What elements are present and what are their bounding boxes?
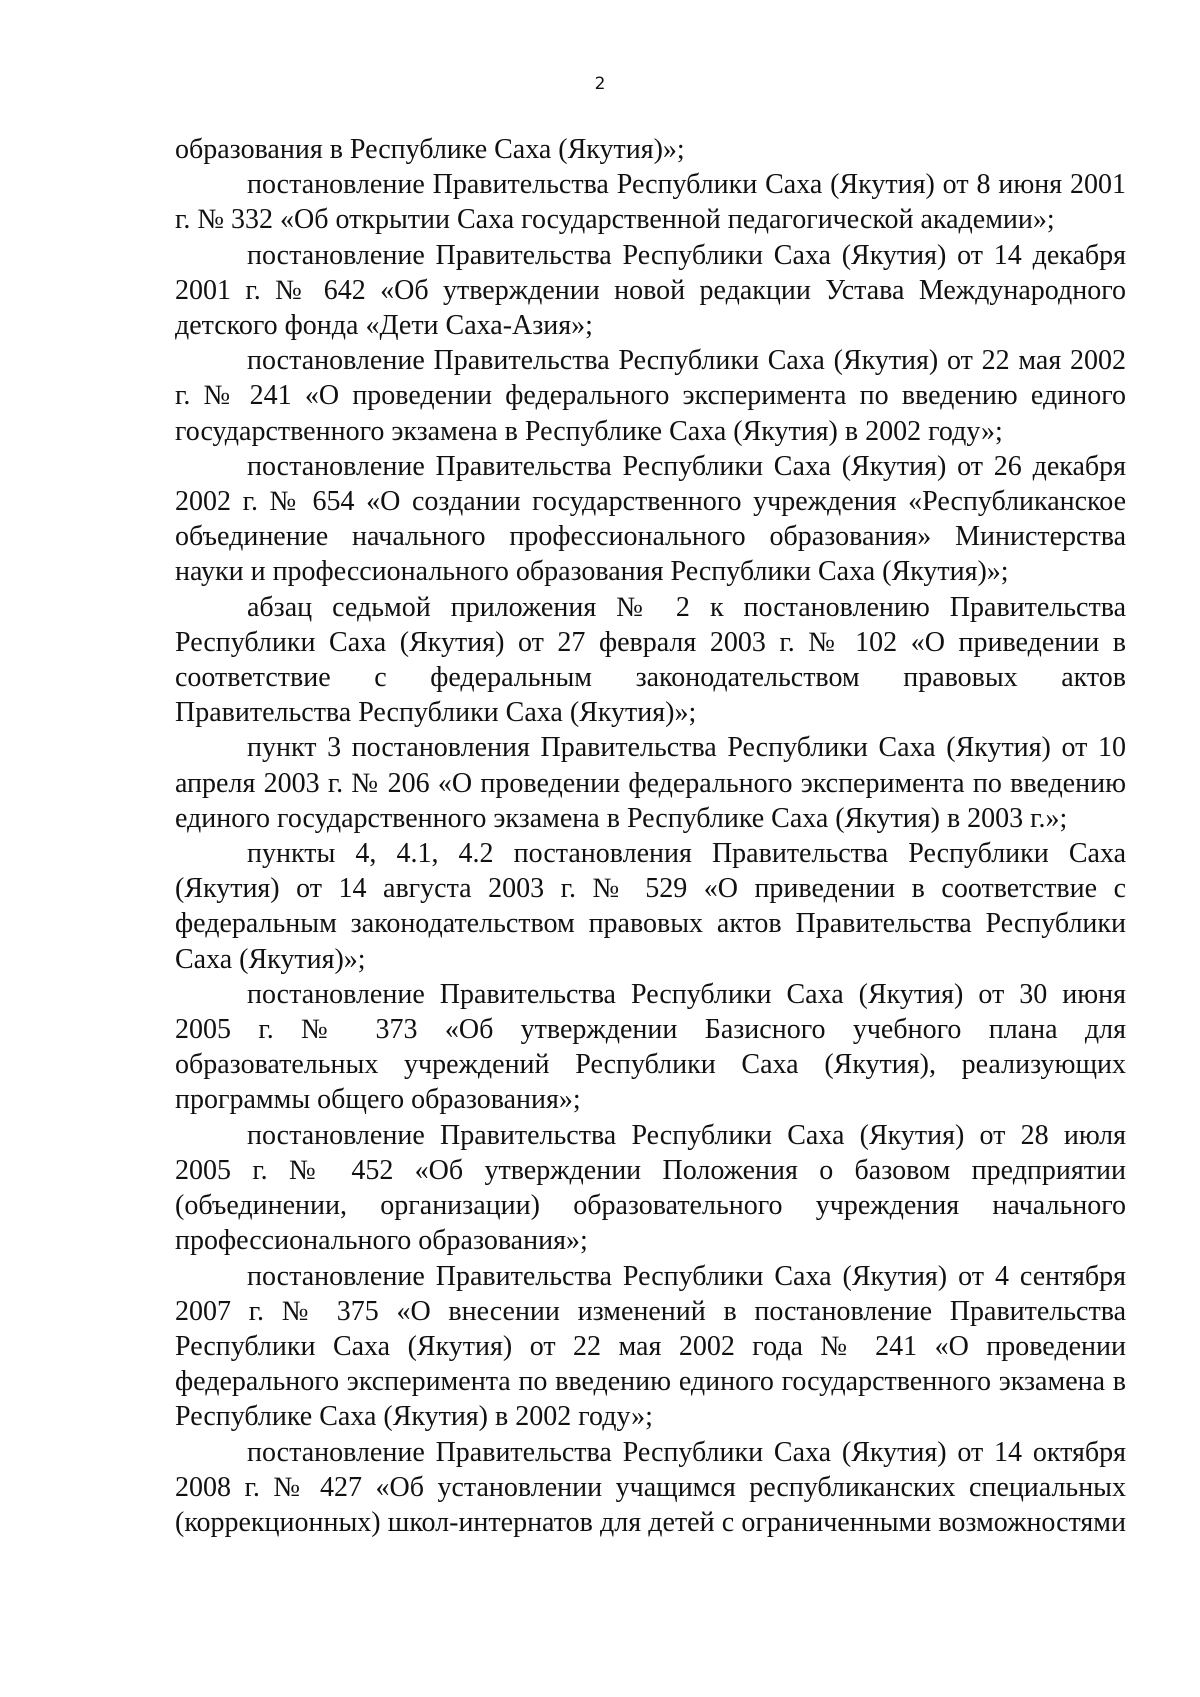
page-number: 2 <box>594 74 606 94</box>
paragraph-items-2003-529: пункты 4, 4.1, 4.2 постановления Правительства Республики Саха (Якутия) от 14 августа 2003 г. № 529 «О приведении в соответствие с федеральным законодательством правовых актов Правительства Республики Саха (Якутия)»; <box>175 838 1126 975</box>
paragraph-resolution-2005-373: постановление Правительства Республики Саха (Якутия) от 30 июня 2005 г. № 373 «Об утверждении Базисного учебного плана для образовательных учреждений Республики Саха (Якутия), реализующих программы общего образования»; <box>175 978 1126 1116</box>
paragraph-resolution-2001-332: постановление Правительства Республики Саха (Якутия) от 8 июня 2001 г. № 332 «Об открытии Саха государственной педагогической академии»; <box>175 169 1126 236</box>
paragraph-resolution-2005-452: постановление Правительства Республики Саха (Якутия) от 28 июля 2005 г. № 452 «Об утверждении Положения о базовом предприятии (объединении, организации) образовательного учреждения начального профессионального образования»; <box>175 1119 1126 1257</box>
document-body <box>175 132 1126 1540</box>
paragraph-resolution-2001-642: постановление Правительства Республики Саха (Якутия) от 14 декабря 2001 г. № 642 «Об утверждении новой редакции Устава Международного детского фонда «Дети Саха-Азия»; <box>175 239 1126 342</box>
paragraph-resolution-2002-654: постановление Правительства Республики Саха (Якутия) от 26 декабря 2002 г. № 654 «О создании государственного учреждения «Республиканское объединение начального профессионального образования» Министерства науки и профессионального образования Республики Саха (Якутия)»; <box>175 450 1126 588</box>
paragraph-appendix-2003-102: абзац седьмой приложения № 2 к постановлению Правительства Республики Саха (Якутия) от 27 февраля 2003 г. № 102 «О приведении в соответствие с федеральным законодательством правовых актов Правительства Республики Саха (Якутия)»; <box>175 591 1126 729</box>
paragraph-item-2003-206: пункт 3 постановления Правительства Республики Саха (Якутия) от 10 апреля 2003 г. № 206 «О проведении федерального эксперимента по введению единого государственного экзамена в Республике Саха (Якутия) в 2003 г.»; <box>175 732 1126 834</box>
paragraph-resolution-2007-375: постановление Правительства Республики Саха (Якутия) от 4 сентября 2007 г. № 375 «О внесении изменений в постановление Правительства Республики Саха (Якутия) от 22 мая 2002 года № 241 «О проведении федерального эксперимента по введению единого государственного экзамена в Республике Саха (Якутия) в 2002 году»; <box>175 1260 1126 1433</box>
paragraph-resolution-2008-427: постановление Правительства Республики Саха (Якутия) от 14 октября 2008 г. № 427 «Об установлении учащимся республиканских специальных (коррекционных) школ-интернатов для детей с ограниченными возможностями <box>175 1436 1126 1538</box>
paragraph-resolution-2002-241: постановление Правительства Республики Саха (Якутия) от 22 мая 2002 г. № 241 «О проведении федерального эксперимента по введению единого государственного экзамена в Республике Саха (Якутия) в 2002 году»; <box>175 345 1126 447</box>
paragraph-continuation: образования в Республике Саха (Якутия)»; <box>175 134 685 165</box>
